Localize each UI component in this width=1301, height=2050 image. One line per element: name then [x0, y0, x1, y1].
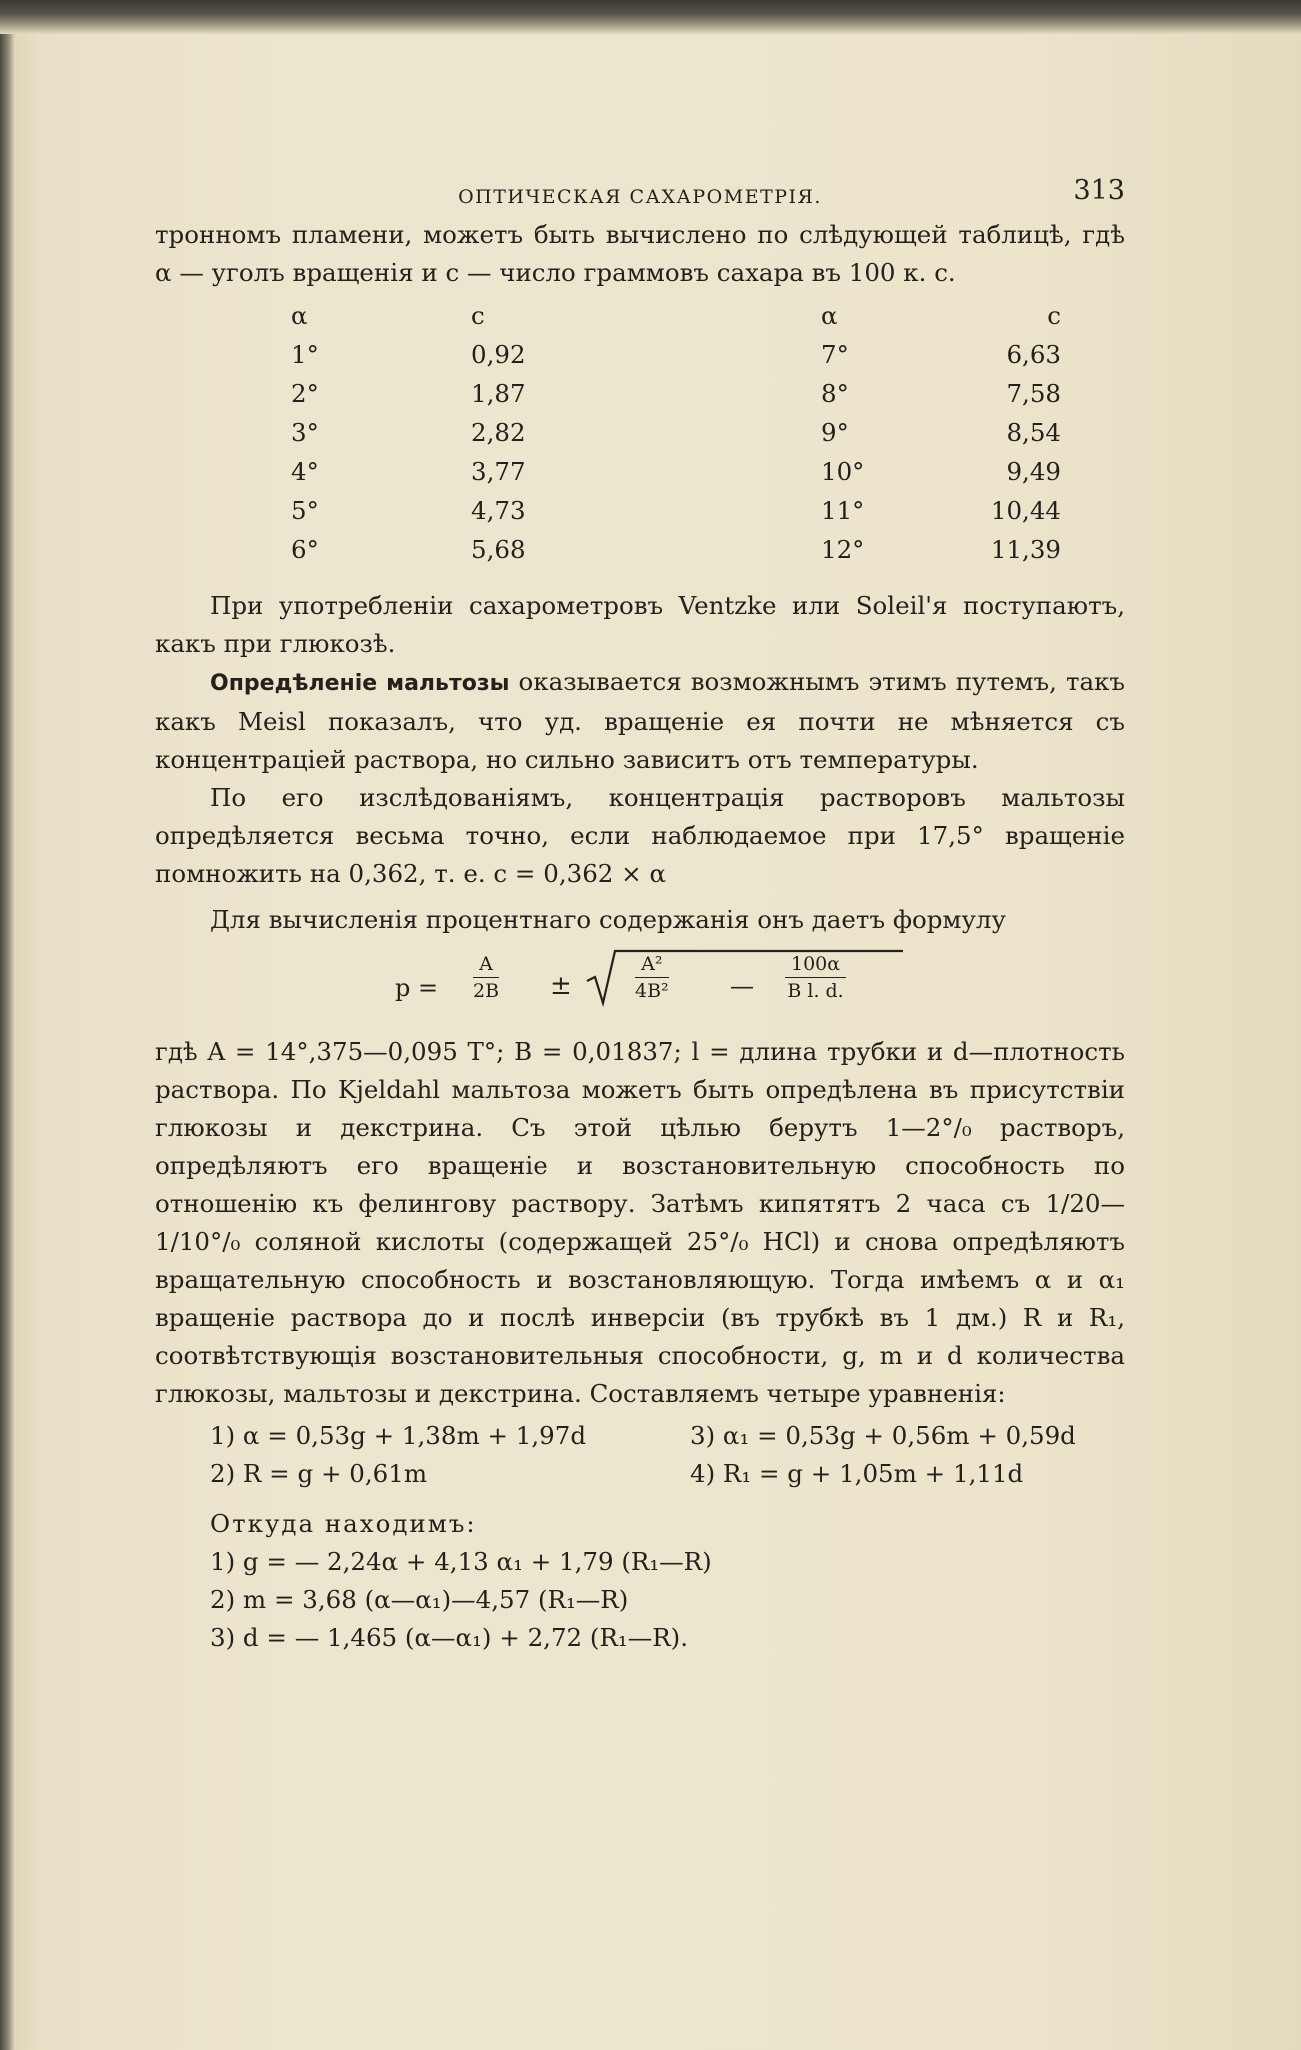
formula-denominator: 2B [473, 980, 500, 1002]
table-cell: 4° [291, 456, 319, 486]
table-cell: 12° [821, 534, 865, 564]
table-cell: 5° [291, 495, 319, 525]
formula-fraction-2 [635, 951, 669, 1004]
section-lead: Опредѣленіе мальтозы [210, 671, 510, 696]
page-number: 313 [1073, 175, 1125, 206]
table-cell: 9° [821, 417, 849, 447]
solution-line: 3) d = — 1,465 (α—α₁) + 2,72 (R₁—R). [210, 1623, 689, 1652]
table-cell: 1,87 [471, 378, 526, 408]
solution-line: 1) g = — 2,24α + 4,13 α₁ + 1,79 (R₁—R) [210, 1547, 712, 1576]
paragraph-maltose-text: оказывается возможнымъ этимъ путемъ, такъ какъ Meisl показалъ, что уд. вращеніе ея почти не мѣняется съ концентраціей раствора, но сильно зависитъ отъ температуры. [155, 667, 1126, 774]
otkuda-label: Откуда находимъ: [210, 1509, 477, 1538]
page-binding-shadow [0, 34, 14, 2050]
table-cell: 0,92 [471, 339, 526, 369]
table-cell: 6,63 [1006, 339, 1061, 369]
table-row [291, 530, 1061, 569]
table-row [291, 491, 1061, 530]
equation-row [155, 1417, 1125, 1455]
table-cell: 4,73 [471, 495, 526, 525]
page-content [155, 176, 1125, 1657]
rotation-table [291, 296, 1061, 569]
paragraph-kjeldahl: гдѣ A = 14°,375—0,095 T°; B = 0,01837; l = длина трубки и d—плотность раствора. По Kjeldahl мальтоза можетъ быть опредѣлена въ присутствіи глюкозы и декстрина. Съ этой цѣлью берутъ 1—2°/₀ растворъ, опредѣляютъ его вращеніе и возстановительную способность по отношенію къ фелингову раствору. Затѣмъ кипятятъ 2 часа съ 1/20—1/10°/₀ соляной кислоты (содержащей 25°/₀ HCl) и снова опредѣляютъ вращательную способность и возстановляющую. Тогда имѣемъ α и α₁ вращеніе раствора до и послѣ инверсіи (въ трубкѣ въ 1 дм.) R и R₁, соотвѣтствующія возстановительныя способности, g, m и d количества глюкозы, мальтозы и декстрина. Составляемъ четыре уравненія: [155, 1037, 1125, 1408]
table-header: α [291, 300, 308, 330]
table-row [291, 374, 1061, 413]
maltose-formula [155, 945, 1125, 1023]
table-cell: 2° [291, 378, 319, 408]
formula-p: p = [395, 974, 439, 1002]
table-cell: 3° [291, 417, 319, 447]
intro-paragraph: тронномъ пламени, можетъ быть вычислено по слѣдующей таблицѣ, гдѣ α — уголъ вращенія и с — число граммовъ сахара въ 100 к. с. [155, 220, 1125, 287]
table-cell: 9,49 [1006, 456, 1061, 486]
table-cell: 7,58 [1006, 378, 1061, 408]
running-head [155, 176, 1125, 216]
solution-line: 2) m = 3,68 (α—α₁)—4,57 (R₁—R) [210, 1585, 629, 1614]
paragraph-meisl: По его изслѣдованіямъ, концентрація растворовъ мальтозы опредѣляется весьма точно, если наблюдаемое при 17,5° вращеніе помножить на 0,362, т. е. c = 0,362 × α [155, 783, 1125, 888]
formula-fraction-3 [785, 951, 846, 1004]
table-row [291, 452, 1061, 491]
formula-numerator: A [473, 951, 499, 978]
table-cell: 11° [821, 495, 865, 525]
table-cell: 1° [291, 339, 319, 369]
equation: 1) α = 0,53g + 1,38m + 1,97d [210, 1421, 587, 1450]
table-cell: 11,39 [990, 534, 1061, 564]
formula-denominator: 4B² [635, 980, 669, 1002]
formula-fraction-1 [473, 951, 499, 1004]
equations-block [155, 1417, 1125, 1493]
page-top-shadow [0, 0, 1301, 34]
paragraph-formula-intro: Для вычисленія процентнаго содержанія онъ даетъ формулу [210, 905, 1006, 934]
formula-minus: — [730, 972, 754, 1000]
formula-plus-minus: ± [550, 971, 572, 1001]
equation: 4) R₁ = g + 1,05m + 1,11d [690, 1459, 1024, 1488]
table-cell: 7° [821, 339, 849, 369]
table-cell: 10,44 [990, 495, 1061, 525]
equation: 3) α₁ = 0,53g + 0,56m + 0,59d [690, 1421, 1076, 1450]
paragraph-maltose [155, 663, 1125, 779]
table-header: c [471, 300, 485, 330]
equation-row [155, 1455, 1125, 1493]
table-cell: 5,68 [471, 534, 526, 564]
formula-denominator: B l. d. [787, 980, 844, 1002]
formula-numerator: 100α [785, 951, 846, 978]
paragraph-ventzke: При употребленіи сахарометровъ Ventzke или Soleil'я поступаютъ, какъ при глюкозѣ. [155, 591, 1125, 658]
table-cell: 2,82 [471, 417, 526, 447]
table-row [291, 413, 1061, 452]
table-cell: 10° [821, 456, 865, 486]
table-row [291, 335, 1061, 374]
table-cell: 8° [821, 378, 849, 408]
running-head-title: ОПТИЧЕСКАЯ САХАРОМЕТРІЯ. [458, 186, 822, 208]
formula-numerator: A² [635, 951, 669, 978]
equation: 2) R = g + 0,61m [210, 1459, 428, 1488]
table-cell: 3,77 [471, 456, 526, 486]
table-header: c [1047, 300, 1061, 330]
table-cell: 8,54 [1006, 417, 1061, 447]
table-header-row [291, 296, 1061, 335]
table-cell: 6° [291, 534, 319, 564]
table-header: α [821, 300, 838, 330]
